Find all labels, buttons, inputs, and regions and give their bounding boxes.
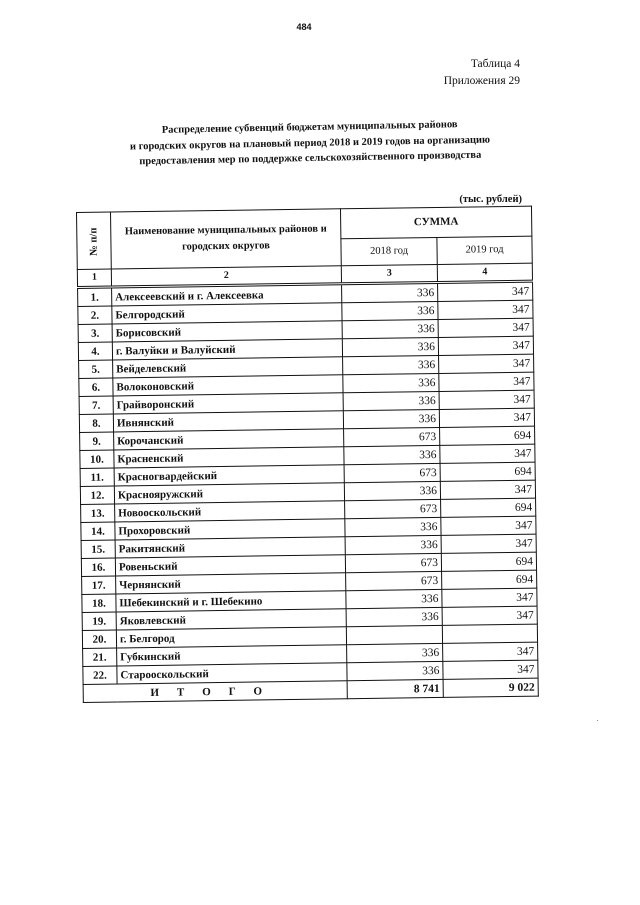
value-2018: 336 (344, 481, 440, 500)
district-name: Краснояружский (114, 483, 344, 504)
appendix-label: Приложения 29 (443, 75, 520, 87)
value-2019: 347 (438, 300, 533, 319)
value-2019: 347 (443, 642, 538, 661)
value-2019: 694 (441, 552, 536, 571)
value-2018: 336 (345, 517, 441, 536)
district-name: Корочанский (114, 429, 344, 450)
district-name: Ракитянский (115, 537, 345, 558)
value-2018: 336 (343, 355, 439, 374)
value-2019: 347 (442, 588, 537, 607)
value-2018: 336 (343, 409, 439, 428)
value-2018: 336 (344, 445, 440, 464)
district-name: Ивнянский (113, 411, 343, 432)
total-label: ИТОГО (83, 681, 347, 703)
value-2019: 347 (439, 372, 534, 391)
value-2019: 347 (439, 408, 534, 427)
table-label: Таблица 4 (470, 58, 520, 70)
value-2019: 694 (442, 570, 537, 589)
table-body (78, 281, 538, 684)
value-2018: 336 (346, 607, 442, 626)
district-name: Новооскольский (115, 501, 345, 522)
column-header-2019: 2019 год (437, 236, 532, 265)
row-number: 1. (78, 287, 112, 306)
value-2019: 347 (438, 318, 533, 337)
row-number: 7. (79, 396, 113, 414)
value-2019: 694 (440, 462, 535, 481)
index-cell: 4 (437, 263, 532, 282)
units-note: (тыс. рублей) (459, 194, 522, 205)
district-name: г. Валуйки и Валуйский (112, 339, 342, 360)
district-name: Грайворонский (113, 393, 343, 414)
value-2019: 694 (441, 498, 536, 517)
value-2019: 347 (440, 444, 535, 463)
row-number: 12. (80, 486, 114, 504)
district-name: Алексеевский и г. Алексеевка (112, 284, 342, 306)
row-number: 2. (78, 306, 112, 324)
value-2018: 673 (345, 499, 441, 518)
title-line-1: Распределение субвенций бюджетам муниципальных районов (161, 119, 458, 136)
index-cell: 1 (77, 269, 111, 287)
row-number: 11. (80, 468, 114, 486)
district-name: Красненский (114, 447, 344, 468)
value-2018: 336 (342, 282, 438, 302)
value-2018: 336 (342, 337, 438, 356)
district-name: Старооскольский (117, 663, 347, 684)
title-line-3: предоставления мер по поддержке сельскохозяйственного производства (139, 149, 482, 168)
value-2018: 336 (345, 535, 441, 554)
row-number: 9. (80, 432, 114, 450)
title-line-2: и городских округов на плановый период 2018 и 2019 годов на организацию (129, 134, 491, 152)
value-2019: 694 (440, 426, 535, 445)
column-header-number: № п/п (77, 212, 112, 269)
row-number: 16. (81, 558, 115, 576)
scan-mark: · (596, 716, 599, 725)
total-2018: 8 741 (347, 679, 443, 698)
district-name: Яковлевский (116, 609, 346, 630)
value-2018 (346, 625, 442, 644)
value-2018: 336 (343, 391, 439, 410)
district-name: Красногвардейский (114, 465, 344, 486)
row-number: 10. (80, 450, 114, 468)
value-2019: 347 (440, 480, 535, 499)
subsidy-table-container (76, 206, 538, 703)
row-number: 15. (81, 540, 115, 558)
district-name: Ровеньский (115, 555, 345, 576)
value-2019 (442, 624, 537, 643)
total-2019: 9 022 (443, 678, 538, 697)
value-2019: 347 (438, 336, 533, 355)
value-2018: 336 (346, 589, 442, 608)
district-name: Борисовский (112, 321, 342, 342)
value-2018: 336 (342, 319, 438, 338)
district-name: Губкинский (117, 645, 347, 666)
column-header-sum: СУММА (340, 206, 531, 238)
value-2018: 336 (347, 643, 443, 662)
index-cell: 3 (341, 264, 437, 283)
row-number: 21. (83, 648, 117, 666)
row-number: 5. (79, 360, 113, 378)
column-header-name: Наименование муниципальных районов и городских округов (111, 209, 342, 269)
row-number: 13. (81, 504, 115, 522)
value-2018: 673 (346, 571, 442, 590)
district-name: Белгородский (112, 303, 342, 324)
table-reference (444, 56, 520, 90)
value-2019: 347 (438, 281, 533, 301)
district-name: г. Белгород (116, 627, 346, 648)
row-number: 6. (79, 378, 113, 396)
row-number: 22. (83, 666, 117, 684)
value-2019: 347 (443, 660, 538, 679)
row-number: 17. (82, 576, 116, 594)
subsidy-table (76, 206, 539, 703)
value-2019: 347 (439, 354, 534, 373)
value-2018: 336 (347, 661, 443, 680)
district-name: Волоконовский (113, 375, 343, 396)
value-2018: 673 (345, 553, 441, 572)
row-number: 19. (82, 612, 116, 630)
district-name: Вейделевский (113, 357, 343, 378)
column-header-2018: 2018 год (341, 237, 437, 266)
value-2019: 347 (441, 516, 536, 535)
row-number: 14. (81, 522, 115, 540)
value-2019: 347 (441, 534, 536, 553)
row-number: 3. (78, 324, 112, 342)
row-number: 18. (82, 594, 116, 612)
district-name: Прохоровский (115, 519, 345, 540)
index-cell: 2 (111, 266, 341, 287)
document-title (70, 115, 551, 171)
page-number: 484 (296, 22, 312, 32)
value-2019: 347 (442, 606, 537, 625)
district-name: Шебекинский и г. Шебекино (116, 591, 346, 612)
value-2019: 347 (439, 390, 534, 409)
value-2018: 673 (344, 427, 440, 446)
value-2018: 336 (343, 373, 439, 392)
value-2018: 673 (344, 463, 440, 482)
row-number: 20. (82, 630, 116, 648)
row-number: 4. (78, 342, 112, 360)
row-number: 8. (79, 414, 113, 432)
value-2018: 336 (342, 301, 438, 320)
district-name: Чернянский (116, 573, 346, 594)
